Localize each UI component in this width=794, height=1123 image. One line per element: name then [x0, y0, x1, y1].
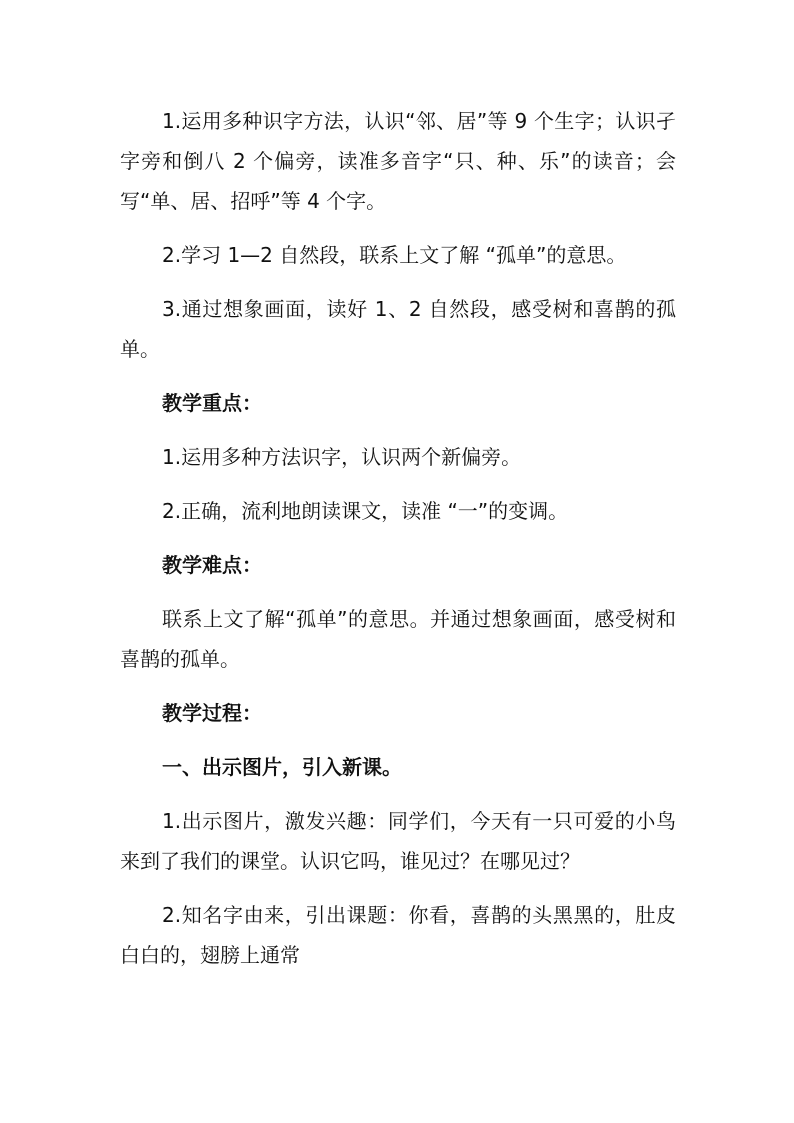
key-points-heading: 教学重点： — [162, 391, 262, 415]
section-1-heading: 一、出示图片，引入新课。 — [162, 755, 402, 779]
step-1: 1.出示图片，激发兴趣：同学们，今天有一只可爱的小鸟来到了我们的课堂。认识它吗，谁见过？在哪见过？ — [120, 809, 676, 873]
objective-2: 2.学习 1—2 自然段，联系上文了解 “孤单”的意思。 — [162, 243, 627, 267]
difficulties-heading: 教学难点： — [162, 553, 262, 577]
objective-3: 3.通过想象画面，读好 1、2 自然段，感受树和喜鹊的孤单。 — [120, 297, 676, 361]
process-heading: 教学过程： — [162, 701, 262, 725]
document-body — [120, 101, 676, 989]
difficulty-text: 联系上文了解“孤单”的意思。并通过想象画面，感受树和喜鹊的孤单。 — [120, 607, 676, 671]
key-point-1: 1.运用多种方法识字，认识两个新偏旁。 — [162, 445, 522, 469]
objective-1: 1.运用多种识字方法，认识“邻、居”等 9 个生字；认识孑字旁和倒八 2 个偏旁，读准多音字“只、种、乐”的读音；会写“单、居、招呼”等 4 个字。 — [120, 109, 676, 213]
step-2: 2.知名字由来，引出课题：你看，喜鹊的头黑黑的，肚皮白白的，翅膀上通常 — [120, 903, 676, 967]
key-point-2: 2.正确，流利地朗读课文，读准 “一”的变调。 — [162, 499, 569, 523]
